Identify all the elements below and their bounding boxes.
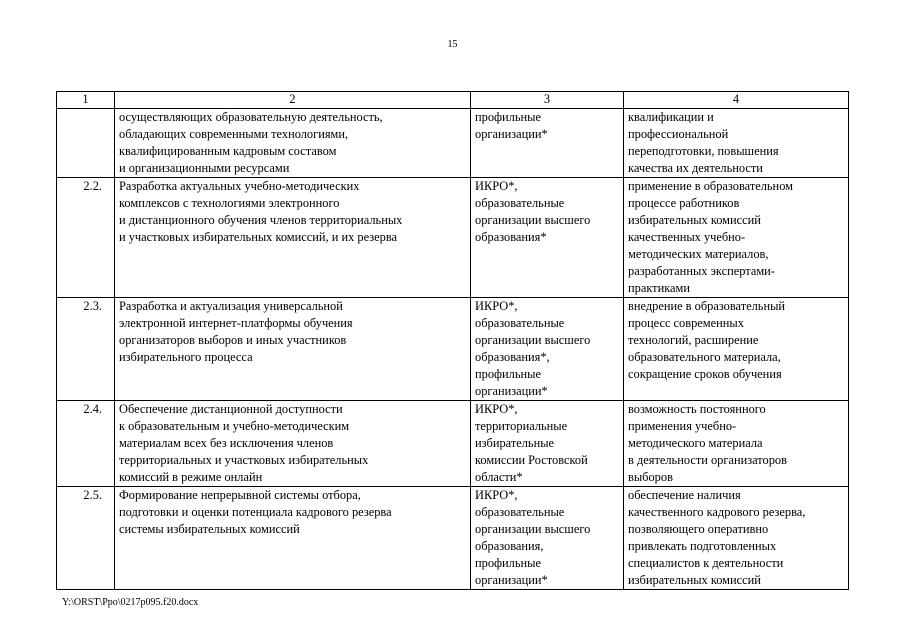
activity-cell: Формирование непрерывной системы отбора, подготовки и оценки потенциала кадрового резерва системы избирательных комиссий xyxy=(115,487,471,590)
executor-cell: ИКРО*, территориальные избирательные комиссии Ростовской области* xyxy=(471,401,624,487)
row-number: 2.4. xyxy=(57,401,115,487)
plan-table xyxy=(56,91,849,590)
result-cell: обеспечение наличия качественного кадрового резерва, позволяющего оперативно привлекать подготовленных специалистов к деятельности избирательных комиссий xyxy=(624,487,849,590)
header-cell: 1 xyxy=(57,92,115,109)
activity-cell: Разработка и актуализация универсальной электронной интернет-платформы обучения организаторов выборов и иных участников избирательного процесса xyxy=(115,298,471,401)
table-row xyxy=(57,178,849,298)
activity-cell: осуществляющих образовательную деятельность, обладающих современными технологиями, квалифицированным кадровым составом и организационными ресурсами xyxy=(115,109,471,178)
row-number: 2.5. xyxy=(57,487,115,590)
row-number: 2.2. xyxy=(57,178,115,298)
header-cell: 2 xyxy=(115,92,471,109)
executor-cell: ИКРО*, образовательные организации высшего образования*, профильные организации* xyxy=(471,298,624,401)
header-cell: 3 xyxy=(471,92,624,109)
executor-cell: профильные организации* xyxy=(471,109,624,178)
table-row xyxy=(57,487,849,590)
result-cell: внедрение в образовательный процесс современных технологий, расширение образовательного материала, сокращение сроков обучения xyxy=(624,298,849,401)
result-cell: возможность постоянного применения учебно- методического материала в деятельности организаторов выборов xyxy=(624,401,849,487)
executor-cell: ИКРО*, образовательные организации высшего образования, профильные организации* xyxy=(471,487,624,590)
table-row xyxy=(57,401,849,487)
result-cell: применение в образовательном процессе работников избирательных комиссий качественных учебно- методических материалов, разработанных экспертами- практиками xyxy=(624,178,849,298)
executor-cell: ИКРО*, образовательные организации высшего образования* xyxy=(471,178,624,298)
row-number: 2.3. xyxy=(57,298,115,401)
page-number: 15 xyxy=(447,39,458,50)
table-row xyxy=(57,298,849,401)
result-cell: квалификации и профессиональной переподготовки, повышения качества их деятельности xyxy=(624,109,849,178)
activity-cell: Разработка актуальных учебно-методических комплексов с технологиями электронного и дистанционного обучения членов территориальных и участковых избирательных комиссий, и их резерва xyxy=(115,178,471,298)
table-header-row xyxy=(57,92,849,109)
footer-file-path: Y:\ORST\Ppo\0217p095.f20.docx xyxy=(62,597,199,608)
header-cell: 4 xyxy=(624,92,849,109)
row-number xyxy=(57,109,115,178)
table-row xyxy=(57,109,849,178)
activity-cell: Обеспечение дистанционной доступности к образовательным и учебно-методическим материалам всех без исключения членов территориальных и участковых избирательных комиссий в режиме онлайн xyxy=(115,401,471,487)
